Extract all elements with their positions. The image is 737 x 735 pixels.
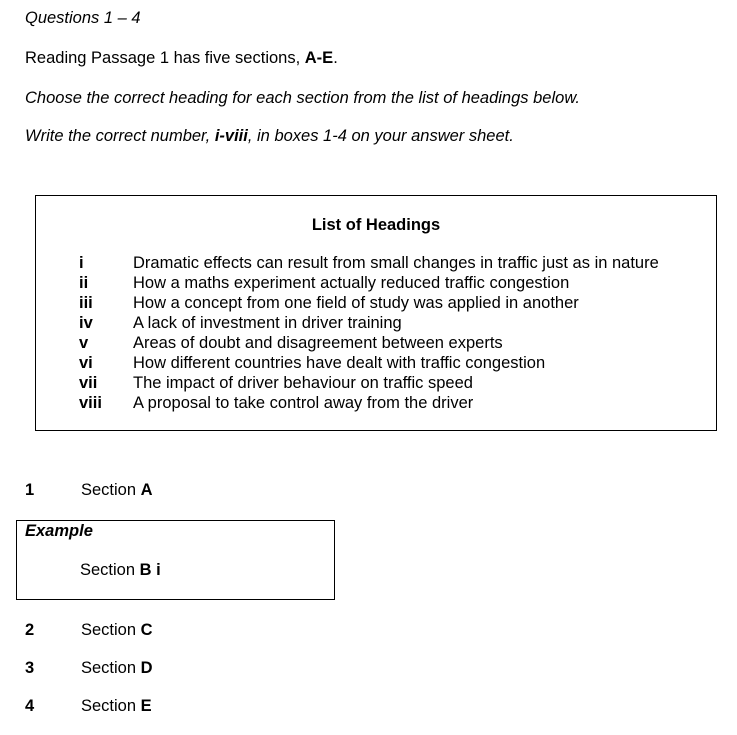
section-letter: D — [140, 659, 153, 677]
answer-instruction — [25, 127, 514, 146]
passage-description-suffix: . — [333, 49, 338, 67]
passage-section-range: A-E — [304, 49, 334, 67]
heading-text: The impact of driver behaviour on traffic speed — [133, 374, 473, 392]
heading-number: v — [79, 334, 89, 352]
section-word: Section — [81, 697, 141, 715]
example-section — [80, 561, 161, 580]
heading-text: Areas of doubt and disagreement between experts — [133, 334, 503, 352]
heading-number: vi — [79, 354, 93, 372]
section-word: Section — [81, 659, 141, 677]
question-number: 2 — [25, 621, 35, 639]
section-letter: A — [140, 481, 153, 499]
headings-title: List of Headings — [311, 216, 441, 234]
question-section — [81, 481, 153, 500]
section-letter: B — [139, 561, 152, 579]
heading-number: iii — [79, 294, 93, 312]
answer-instruction-suffix: , in boxes 1-4 on your answer sheet. — [247, 127, 514, 145]
question-section — [81, 659, 153, 678]
heading-number: i — [79, 254, 84, 272]
section-word: Section — [81, 481, 141, 499]
answer-number-range: i-viii — [214, 127, 248, 145]
section-letter: C — [140, 621, 153, 639]
heading-number: viii — [79, 394, 102, 412]
question-section — [81, 697, 152, 716]
heading-text: A lack of investment in driver training — [133, 314, 402, 332]
question-number: 3 — [25, 659, 35, 677]
section-word: Section — [80, 561, 140, 579]
heading-text: How different countries have dealt with traffic congestion — [133, 354, 546, 372]
heading-text: How a maths experiment actually reduced traffic congestion — [133, 274, 570, 292]
section-letter: E — [140, 697, 152, 715]
example-title: Example — [25, 522, 93, 540]
answer-instruction-prefix: Write the correct number, — [25, 127, 215, 145]
example-box — [16, 520, 335, 600]
question-section — [81, 621, 153, 640]
example-answer: i — [156, 561, 161, 579]
heading-text: Dramatic effects can result from small changes in traffic just as in nature — [133, 254, 659, 272]
questions-title: Questions 1 – 4 — [25, 9, 141, 27]
passage-description-prefix: Reading Passage 1 has five sections, — [25, 49, 305, 67]
heading-number: vii — [79, 374, 98, 392]
passage-description — [25, 49, 338, 68]
section-word: Section — [81, 621, 141, 639]
question-number: 1 — [25, 481, 35, 499]
heading-number: ii — [79, 274, 89, 292]
headings-box — [35, 195, 717, 431]
heading-instruction: Choose the correct heading for each section from the list of headings below. — [25, 89, 580, 107]
heading-text: How a concept from one field of study was applied in another — [133, 294, 579, 312]
heading-text: A proposal to take control away from the driver — [133, 394, 474, 412]
question-number: 4 — [25, 697, 35, 715]
heading-number: iv — [79, 314, 93, 332]
